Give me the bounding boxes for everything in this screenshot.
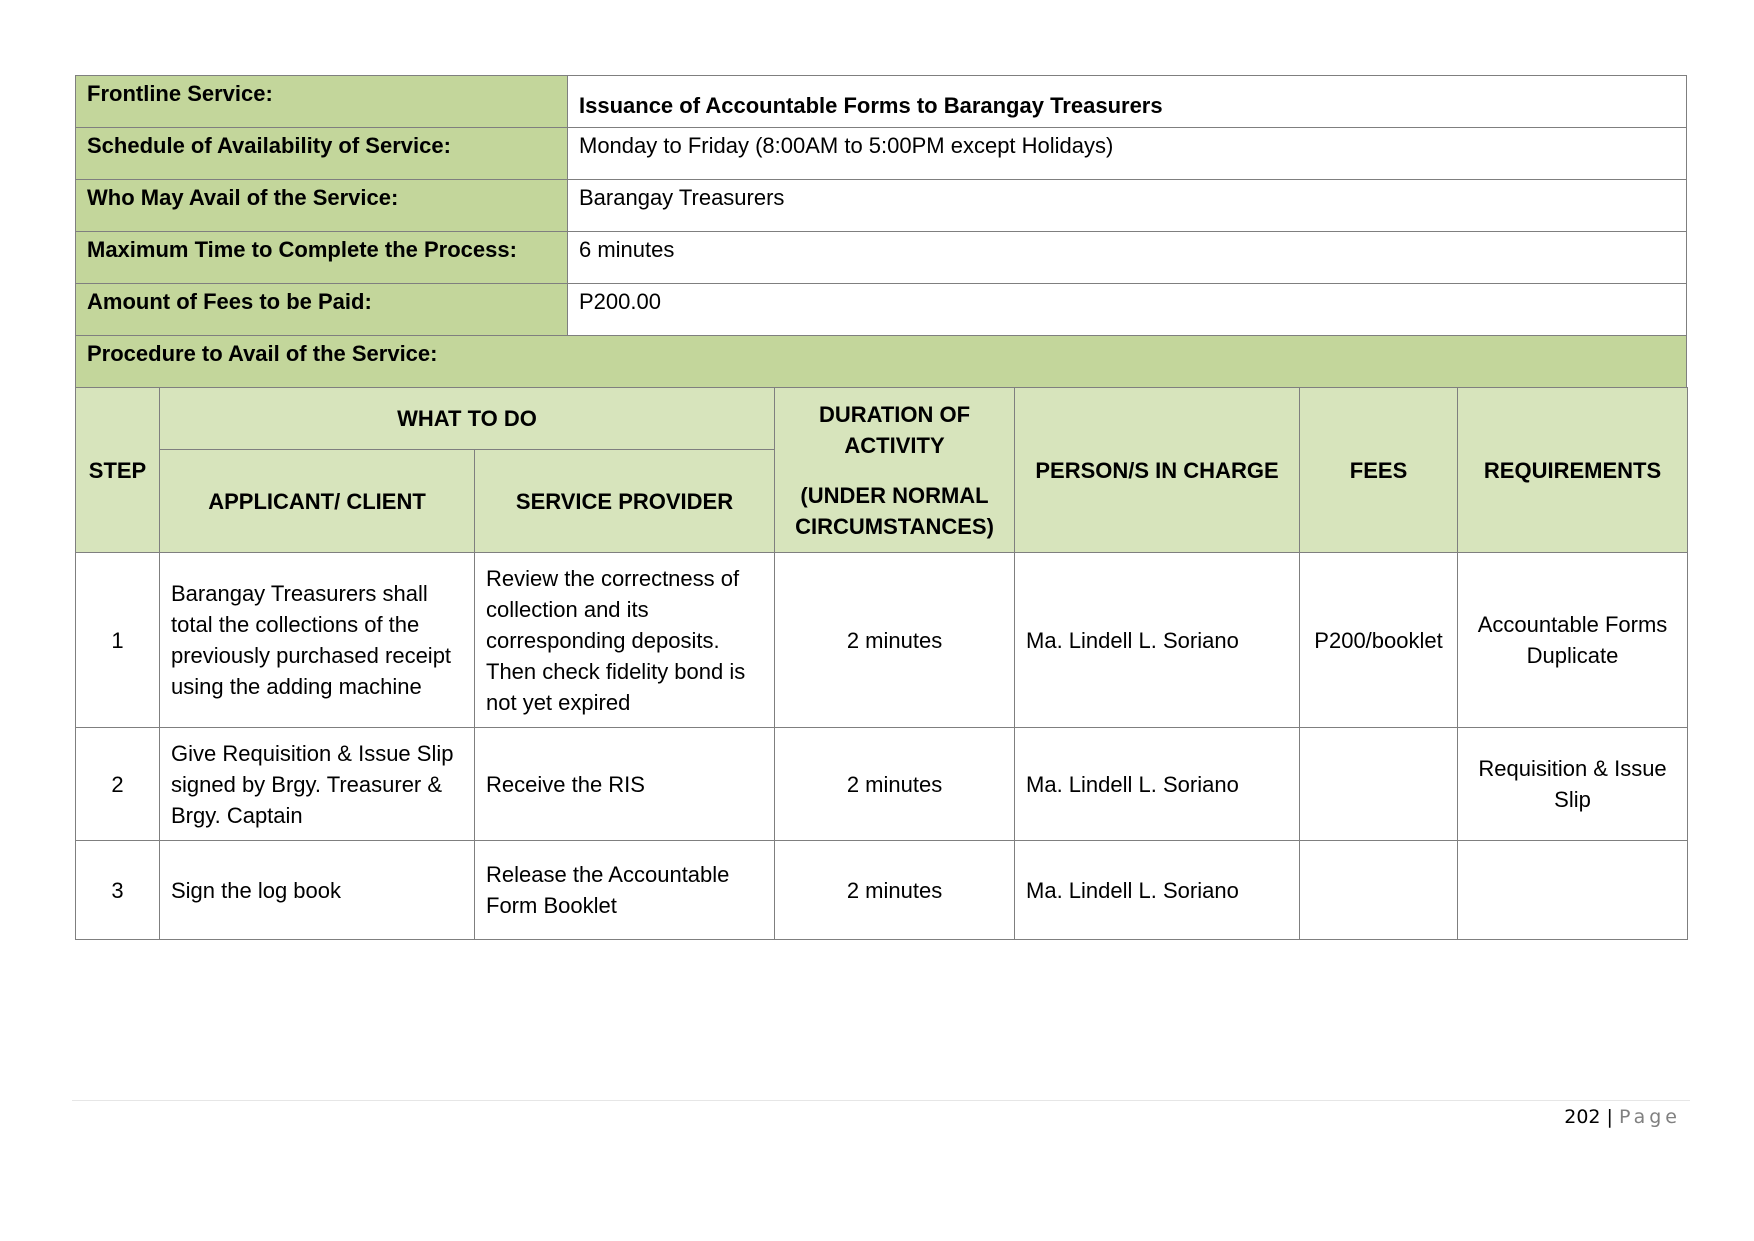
header-duration-line1: DURATION OF ACTIVITY: [818, 401, 971, 458]
header-what-to-do: WHAT TO DO: [160, 388, 775, 450]
page-number-value: 202: [1564, 1106, 1601, 1128]
step-number: 3: [76, 841, 160, 940]
info-row-fees: [76, 284, 1687, 336]
step-number: 2: [76, 728, 160, 841]
frontline-service-value: Issuance of Accountable Forms to Barangay Treasurers: [568, 76, 1687, 128]
header-duration: [775, 388, 1015, 553]
footer-divider: [72, 1100, 1690, 1101]
header-fees: FEES: [1300, 388, 1458, 553]
header-requirements: REQUIREMENTS: [1458, 388, 1688, 553]
step-number: 1: [76, 553, 160, 728]
who-may-avail-value: Barangay Treasurers: [568, 180, 1687, 232]
info-row-time: [76, 232, 1687, 284]
requirements: [1458, 841, 1688, 940]
schedule-value: Monday to Friday (8:00AM to 5:00PM except Holidays): [568, 128, 1687, 180]
header-applicant: APPLICANT/ CLIENT: [160, 450, 475, 553]
procedure-label: Procedure to Avail of the Service:: [76, 336, 1687, 388]
table-row: [76, 553, 1688, 728]
page-number: [1564, 1100, 1681, 1132]
fees-label: Amount of Fees to be Paid:: [76, 284, 568, 336]
info-row-who: [76, 180, 1687, 232]
fees: [1300, 841, 1458, 940]
header-step: STEP: [76, 388, 160, 553]
applicant-action: Sign the log book: [160, 841, 475, 940]
requirements: Accountable Forms Duplicate: [1458, 553, 1688, 728]
info-row-schedule: [76, 128, 1687, 180]
who-may-avail-label: Who May Avail of the Service:: [76, 180, 568, 232]
provider-action: Review the correctness of collection and its corresponding deposits. Then check fidelity bond is not yet expired: [475, 553, 775, 728]
service-info-table: [75, 75, 1687, 388]
info-row-frontline: [76, 76, 1687, 128]
table-row: [76, 728, 1688, 841]
service-sheet: [75, 75, 1687, 940]
page-word: Page: [1619, 1106, 1681, 1128]
procedure-table: [75, 387, 1688, 940]
provider-action: Receive the RIS: [475, 728, 775, 841]
applicant-action: Barangay Treasurers shall total the collections of the previously purchased receipt using the adding machine: [160, 553, 475, 728]
page-separator: |: [1606, 1106, 1613, 1128]
header-duration-line2: (UNDER NORMAL CIRCUMSTANCES): [795, 482, 994, 539]
person-in-charge: Ma. Lindell L. Soriano: [1015, 841, 1300, 940]
header-person: PERSON/S IN CHARGE: [1015, 388, 1300, 553]
duration: 2 minutes: [775, 728, 1015, 841]
info-row-procedure: [76, 336, 1687, 388]
person-in-charge: Ma. Lindell L. Soriano: [1015, 553, 1300, 728]
header-provider: SERVICE PROVIDER: [475, 450, 775, 553]
frontline-service-label: Frontline Service:: [76, 76, 568, 128]
duration: 2 minutes: [775, 553, 1015, 728]
fees-value: P200.00: [568, 284, 1687, 336]
max-time-label: Maximum Time to Complete the Process:: [76, 232, 568, 284]
requirements: Requisition & Issue Slip: [1458, 728, 1688, 841]
table-row: [76, 841, 1688, 940]
fees: [1300, 728, 1458, 841]
person-in-charge: Ma. Lindell L. Soriano: [1015, 728, 1300, 841]
applicant-action: Give Requisition & Issue Slip signed by Brgy. Treasurer & Brgy. Captain: [160, 728, 475, 841]
header-row-top: [76, 388, 1688, 450]
fees: P200/booklet: [1300, 553, 1458, 728]
max-time-value: 6 minutes: [568, 232, 1687, 284]
schedule-label: Schedule of Availability of Service:: [76, 128, 568, 180]
provider-action: Release the Accountable Form Booklet: [475, 841, 775, 940]
duration: 2 minutes: [775, 841, 1015, 940]
